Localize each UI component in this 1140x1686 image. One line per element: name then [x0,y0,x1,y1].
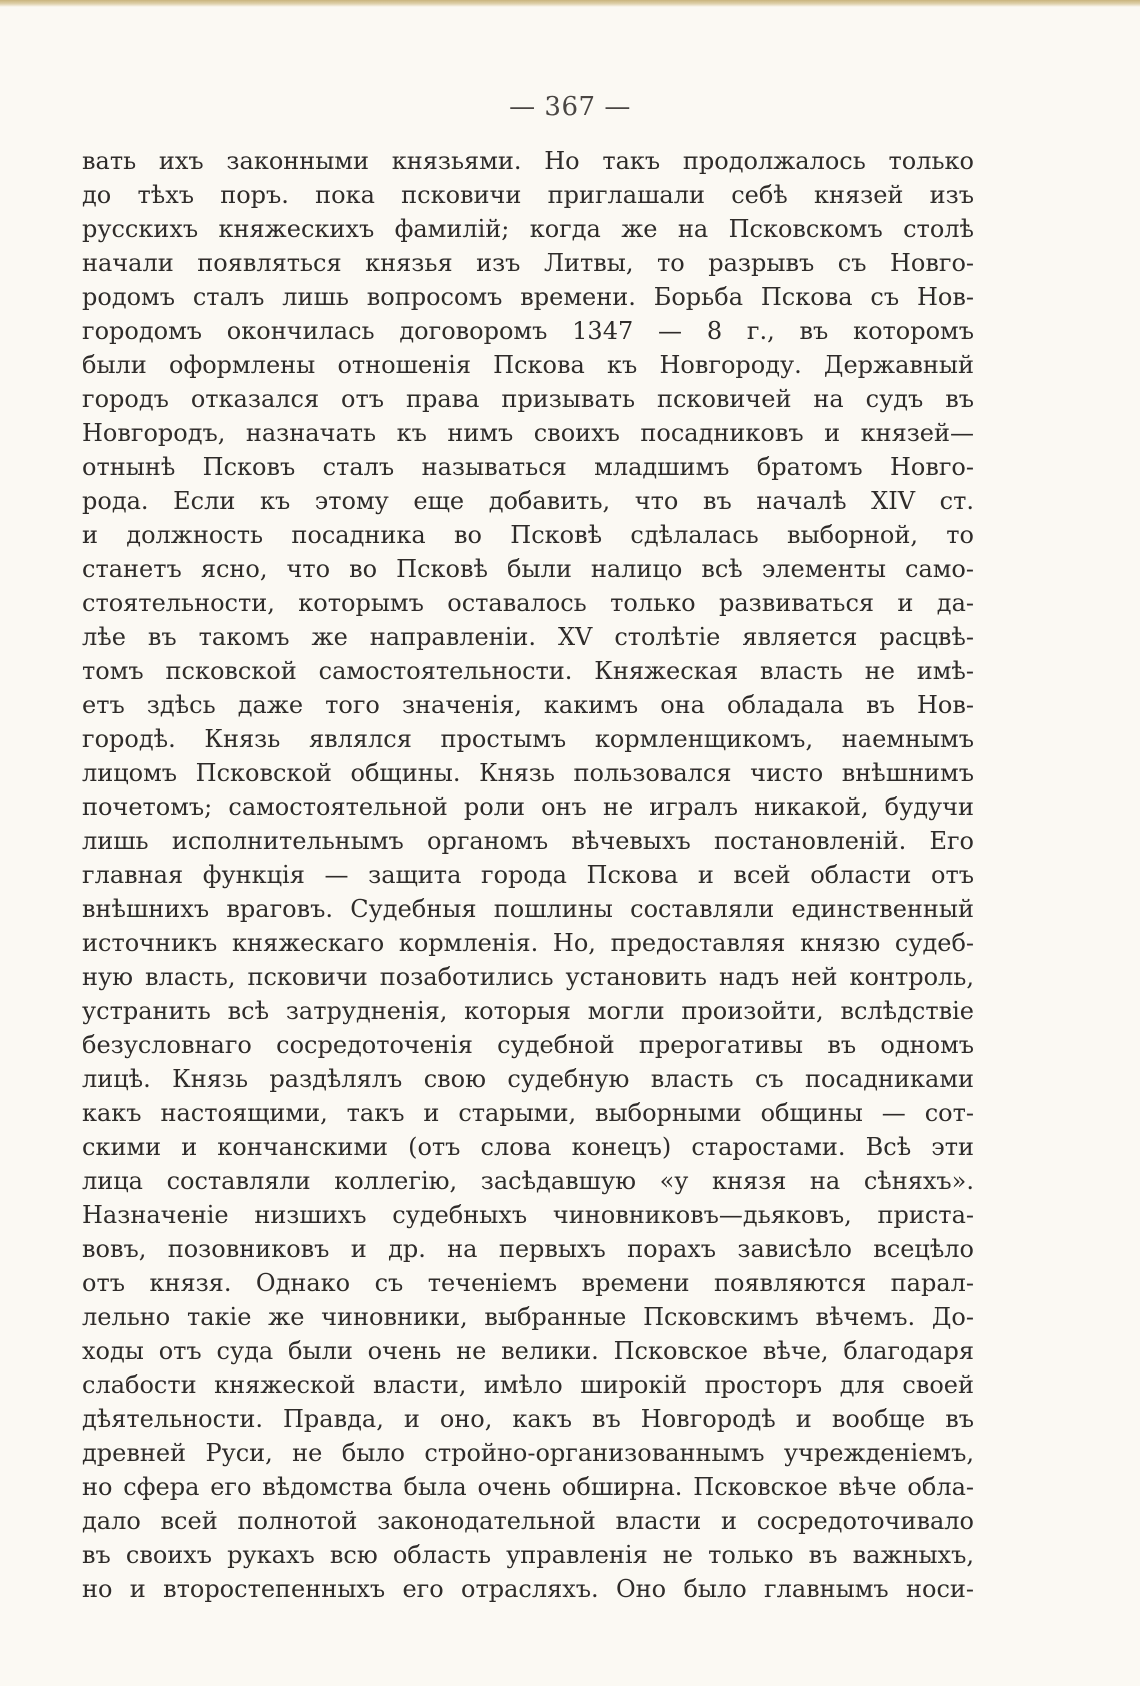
text-line: городъ отказался отъ права призывать псковичей на судъ въ [82,385,974,413]
text-line: станетъ ясно, что во Псковѣ были налицо всѣ элементы само- [82,555,974,583]
text-line: ную власть, псковичи позаботились установить надъ ней контроль, [82,963,974,991]
text-line: какъ настоящими, такъ и старыми, выборными общины — сот- [82,1099,974,1127]
text-line: городомъ окончилась договоромъ 1347 — 8 г., въ которомъ [82,317,974,345]
text-line: етъ здѣсь даже того значенія, какимъ она обладала въ Нов- [82,691,974,719]
text-line: но и второстепенныхъ его отрасляхъ. Оно было главнымъ носи- [82,1575,974,1603]
text-line: дѣятельности. Правда, и оно, какъ въ Новгородѣ и вообще въ [82,1405,974,1433]
text-line: лицѣ. Князь раздѣлялъ свою судебную власть съ посадниками [82,1065,974,1093]
text-line: въ своихъ рукахъ всю область управленія не только въ важныхъ, [82,1541,974,1569]
body-text [82,144,974,1606]
text-line: и должность посадника во Псковѣ сдѣлалась выборной, то [82,521,974,549]
text-line: слабости княжеской власти, имѣло широкій просторъ для своей [82,1371,974,1399]
text-line: ходы отъ суда были очень не велики. Псковское вѣче, благодаря [82,1337,974,1365]
page-top-edge [0,0,1140,7]
text-line: стоятельности, которымъ оставалось только развиваться и да- [82,589,974,617]
text-line: внѣшнихъ враговъ. Судебныя пошлины составляли единственный [82,895,974,923]
text-line: были оформлены отношенія Пскова къ Новгороду. Державный [82,351,974,379]
text-line: лица составляли коллегію, засѣдавшую «у князя на сѣняхъ». [82,1167,974,1195]
text-line: лицомъ Псковской общины. Князь пользовался чисто внѣшнимъ [82,759,974,787]
text-line: устранить всѣ затрудненія, которыя могли произойти, вслѣдствіе [82,997,974,1025]
text-line: отнынѣ Псковъ сталъ называться младшимъ братомъ Новго- [82,453,974,481]
text-line: вать ихъ законными князьями. Но такъ продолжалось только [82,147,974,175]
text-line: городѣ. Князь являлся простымъ кормленщикомъ, наемнымъ [82,725,974,753]
text-line: начали появляться князья изъ Литвы, то разрывъ съ Новго- [82,249,974,277]
text-line: до тѣхъ поръ. пока псковичи приглашали себѣ князей изъ [82,181,974,209]
text-line: томъ псковской самостоятельности. Княжеская власть не имѣ- [82,657,974,685]
text-line: Новгородъ, назначать къ нимъ своихъ посадниковъ и князей— [82,419,974,447]
text-line: лишь исполнительнымъ органомъ вѣчевыхъ постановленій. Его [82,827,974,855]
text-line: лельно такіе же чиновники, выбранные Псковскимъ вѣчемъ. До- [82,1303,974,1331]
text-line: безусловнаго сосредоточенія судебной прерогативы въ одномъ [82,1031,974,1059]
text-line: скими и кончанскими (отъ слова конецъ) старостами. Всѣ эти [82,1133,974,1161]
text-line: но сфера его вѣдомства была очень обширна. Псковское вѣче обла- [82,1473,974,1501]
page-number: — 367 — [509,92,631,122]
text-line: древней Руси, не было стройно-организованнымъ учрежденіемъ, [82,1439,974,1467]
text-line: отъ князя. Однако съ теченіемъ времени появляются парал- [82,1269,974,1297]
text-line: лѣе въ такомъ же направленіи. XV столѣтіе является расцвѣ- [82,623,974,651]
text-line: вовъ, позовниковъ и др. на первыхъ порахъ зависѣло всецѣло [82,1235,974,1263]
text-line: родомъ сталъ лишь вопросомъ времени. Борьба Пскова съ Нов- [82,283,974,311]
text-line: источникъ княжескаго кормленія. Но, предоставляя князю судеб- [82,929,974,957]
text-line: почетомъ; самостоятельной роли онъ не игралъ никакой, будучи [82,793,974,821]
text-line: главная функція — защита города Пскова и всей области отъ [82,861,974,889]
text-line: русскихъ княжескихъ фамилій; когда же на Псковскомъ столѣ [82,215,974,243]
text-line: дало всей полнотой законодательной власти и сосредоточивало [82,1507,974,1535]
text-line: рода. Если къ этому еще добавить, что въ началѣ XIV ст. [82,487,974,515]
text-line: Назначеніе низшихъ судебныхъ чиновниковъ—дьяковъ, приста- [82,1201,974,1229]
